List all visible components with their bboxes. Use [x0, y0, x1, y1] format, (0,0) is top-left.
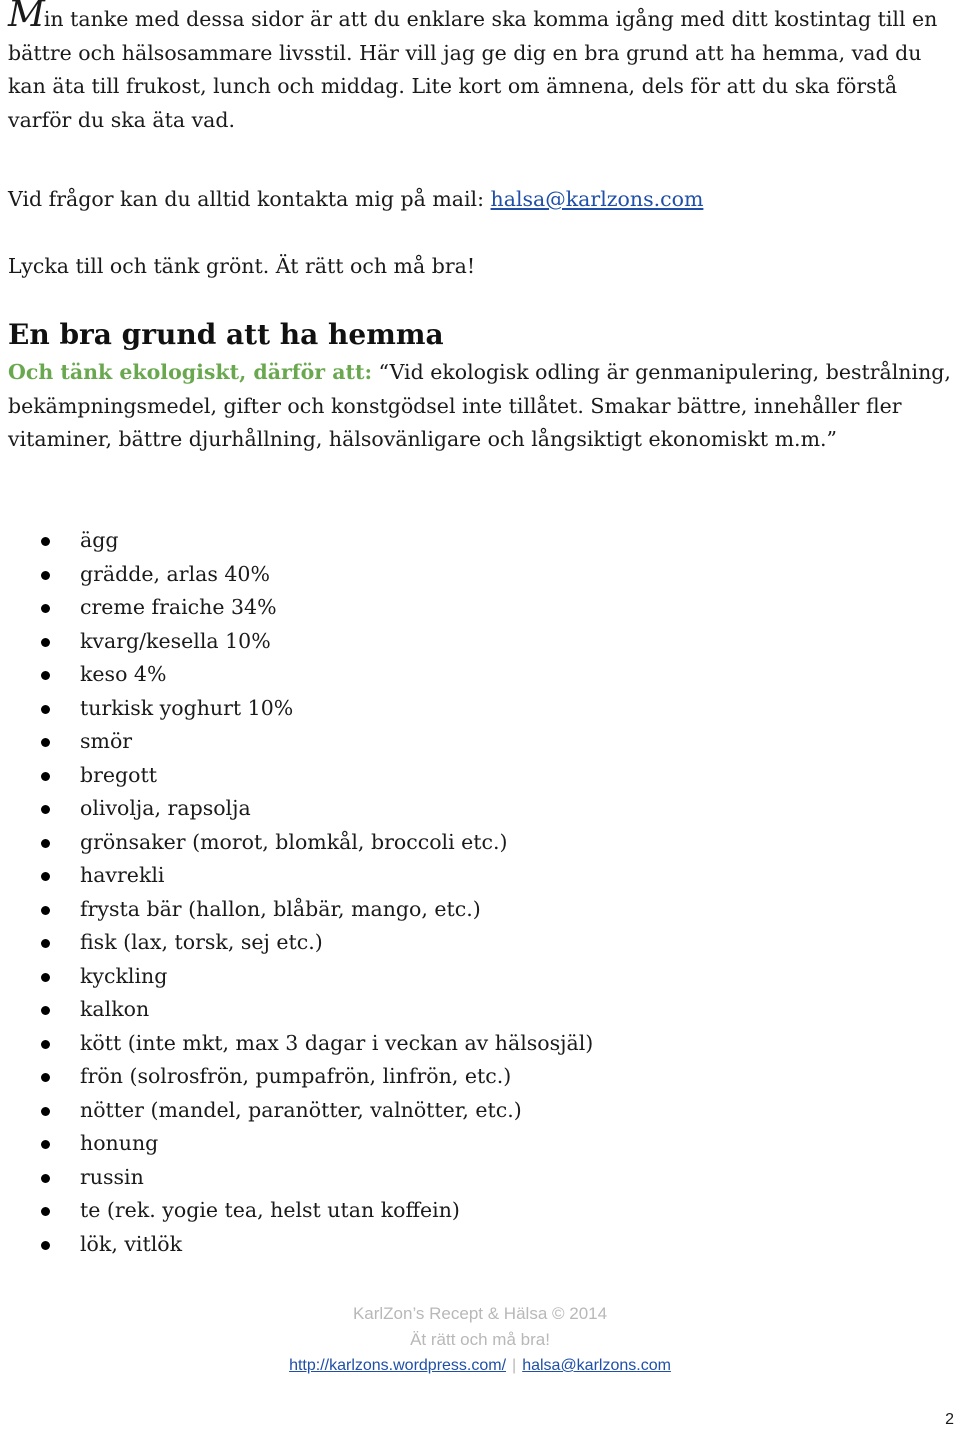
list-item-text: smör — [80, 729, 133, 753]
closing-line: Lycka till och tänk grönt. Ät rätt och må bra! — [8, 254, 476, 278]
list-item-text: kvarg/kesella 10% — [80, 628, 271, 653]
eco-text: “Vid ekologisk odling är genmanipulering, bestrålning, bekämpningsmedel, gifter och konstgödsel inte tillåtet. Smakar bättre, innehåller fler vitaminer, bättre djurhållning, hälsovänligare och långsiktigt ekonomiskt m.m.” — [8, 360, 951, 451]
list-item — [0, 893, 593, 927]
list-item-text: kalkon — [80, 997, 150, 1021]
bullet-icon — [41, 906, 50, 915]
list-item-text: creme fraiche 34% — [80, 595, 277, 619]
footer-copyright: KarlZon’s Recept & Hälsa © 2014 — [352, 1304, 608, 1323]
bullet-icon — [41, 604, 50, 613]
bullet-icon — [41, 1241, 50, 1250]
grocery-list — [0, 524, 593, 1261]
drop-initial: M — [8, 0, 44, 35]
page-footer — [0, 1300, 960, 1380]
bullet-icon — [41, 1006, 50, 1015]
list-item-text: ägg — [80, 528, 119, 552]
list-item-text: olivolja, rapsolja — [80, 796, 251, 820]
contact-paragraph — [8, 183, 952, 217]
list-item-text: nötter (mandel, paranötter, valnötter, etc.) — [80, 1097, 522, 1122]
list-item-text: kyckling — [80, 963, 168, 988]
list-item — [0, 1161, 593, 1195]
list-item-text: bregott — [80, 762, 157, 787]
list-item — [0, 1027, 593, 1061]
bullet-icon — [41, 1107, 50, 1116]
footer-separator: | — [512, 1357, 517, 1374]
list-item — [0, 1060, 593, 1094]
list-item-text: grönsaker (morot, blomkål, broccoli etc.) — [80, 829, 508, 854]
list-item-text: frön (solrosfrön, pumpafrön, linfrön, etc.) — [80, 1064, 512, 1088]
list-item-text: havrekli — [80, 863, 165, 887]
contact-text: Vid frågor kan du alltid kontakta mig på mail: — [8, 187, 491, 211]
bullet-icon — [41, 1040, 50, 1049]
footer-slogan: Ät rätt och må bra! — [410, 1330, 550, 1349]
list-item — [0, 926, 593, 960]
bullet-icon — [41, 537, 50, 546]
list-item — [0, 960, 593, 994]
list-item — [0, 1194, 593, 1228]
list-item — [0, 1127, 593, 1161]
section-heading: En bra grund att ha hemma — [8, 318, 444, 351]
bullet-icon — [41, 805, 50, 814]
bullet-icon — [41, 1207, 50, 1216]
page-number: 2 — [945, 1411, 954, 1428]
bullet-icon — [41, 1073, 50, 1082]
eco-paragraph — [8, 356, 952, 457]
bullet-icon — [41, 738, 50, 747]
list-item-text: turkisk yoghurt 10% — [80, 695, 294, 720]
list-item — [0, 792, 593, 826]
list-item — [0, 1228, 593, 1262]
list-item — [0, 993, 593, 1027]
list-item-text: kött (inte mkt, max 3 dagar i veckan av hälsosjäl) — [80, 1030, 594, 1055]
intro-text: in tanke med dessa sidor är att du enklare ska komma igång med ditt kostintag till en bättre och hälsosammare livsstil. Här vill jag ge dig en bra grund att ha hemma, vad du kan äta till frukost, lunch och middag. Lite kort om ämnena, dels för att du ska förstå varför du ska äta vad. — [8, 7, 938, 132]
list-item-text: keso 4% — [80, 662, 167, 686]
footer-email-link[interactable]: halsa@karlzons.com — [522, 1357, 671, 1374]
list-item — [0, 859, 593, 893]
eco-label: Och tänk ekologiskt, därför att: — [8, 360, 373, 384]
list-item — [0, 826, 593, 860]
list-item — [0, 1094, 593, 1128]
bullet-icon — [41, 638, 50, 647]
bullet-icon — [41, 705, 50, 714]
list-item — [0, 558, 593, 592]
list-item — [0, 658, 593, 692]
bullet-icon — [41, 872, 50, 881]
list-item-text: russin — [80, 1164, 144, 1189]
list-item-text: te (rek. yogie tea, helst utan koffein) — [80, 1198, 460, 1222]
bullet-icon — [41, 1174, 50, 1183]
list-item-text: lök, vitlök — [80, 1231, 183, 1256]
footer-url-link[interactable]: http://karlzons.wordpress.com/ — [289, 1357, 507, 1374]
list-item — [0, 759, 593, 793]
contact-email-link[interactable]: halsa@karlzons.com — [490, 187, 704, 211]
list-item — [0, 692, 593, 726]
bullet-icon — [41, 839, 50, 848]
list-item — [0, 524, 593, 558]
list-item — [0, 591, 593, 625]
bullet-icon — [41, 671, 50, 680]
bullet-icon — [41, 1140, 50, 1149]
bullet-icon — [41, 939, 50, 948]
list-item — [0, 625, 593, 659]
list-item-text: grädde, arlas 40% — [80, 561, 270, 586]
bullet-icon — [41, 973, 50, 982]
list-item-text: fisk (lax, torsk, sej etc.) — [80, 930, 323, 954]
bullet-icon — [41, 772, 50, 781]
list-item — [0, 725, 593, 759]
list-item-text: honung — [80, 1131, 159, 1155]
intro-paragraph — [8, 0, 952, 137]
bullet-icon — [41, 571, 50, 580]
footer-links — [0, 1352, 960, 1380]
list-item-text: frysta bär (hallon, blåbär, mango, etc.) — [80, 896, 481, 921]
